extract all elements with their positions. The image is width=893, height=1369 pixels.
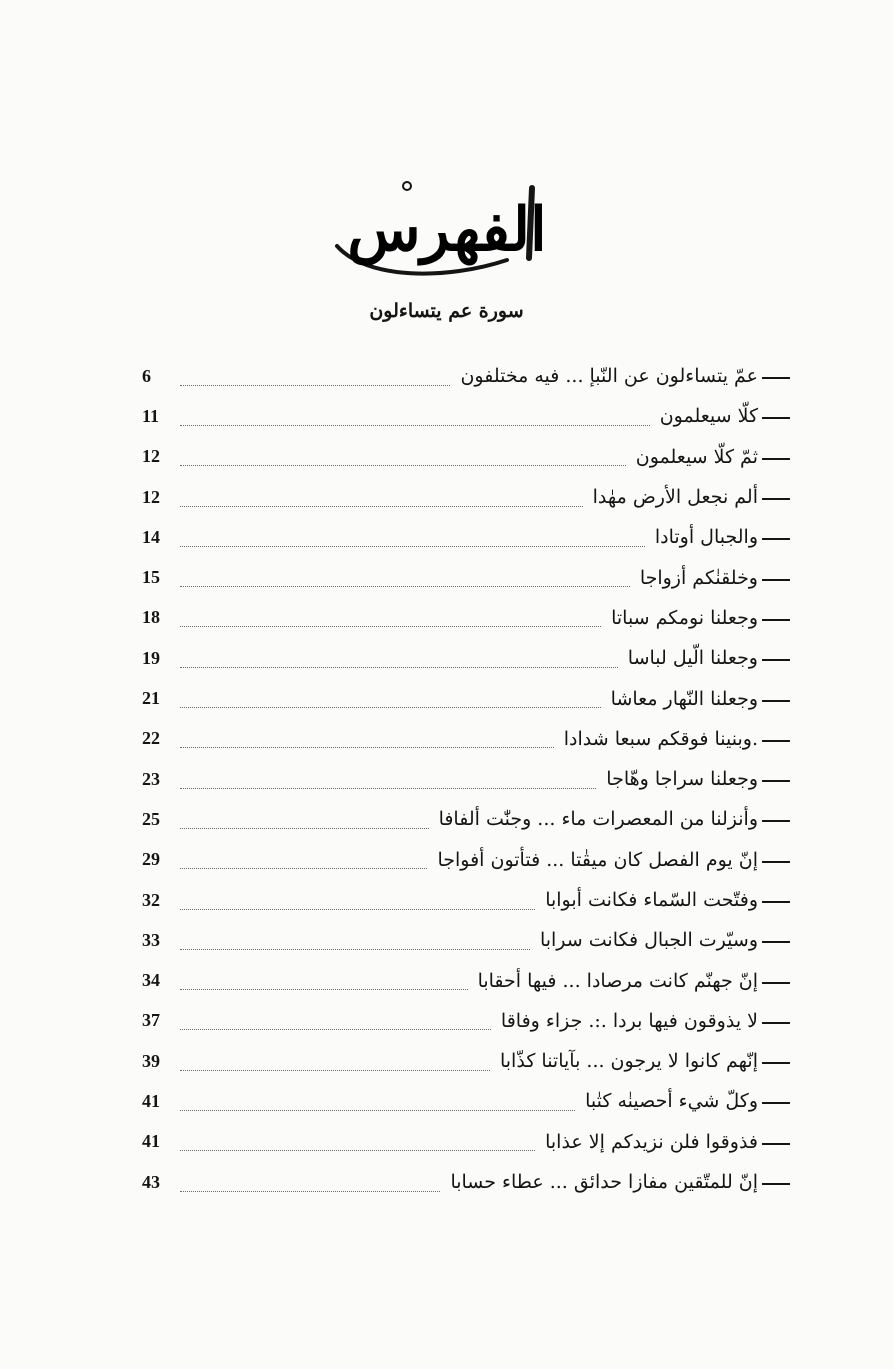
entry-title: وسيّرت الجبال فكانت سرابا [539,929,758,952]
entry-title: وخلقنٰكم أزواجا [639,566,758,589]
toc-entry[interactable] [142,1081,790,1121]
toc-entry[interactable] [142,598,790,638]
entry-title: وجعلنا النّهار معاشا [610,687,758,710]
title-dot [403,182,411,190]
dot-leader [180,1096,575,1111]
calligraphy-title [297,168,597,288]
dot-leader [180,1056,490,1071]
page-title-text: الفهرس [346,195,547,265]
entry-title: عمّ يتساءلون عن النّبإ ... فيه مختلفون [460,365,758,388]
entry-dash [762,820,790,822]
entry-page-number: 23 [142,768,160,789]
entry-title: إنّ جهنّم كانت مرصادا ... فيها أحقابا [477,969,758,992]
toc-entry[interactable] [142,557,790,597]
toc-entry[interactable] [142,840,790,880]
dot-leader [180,653,618,668]
entry-dash [762,1183,790,1185]
toc-entry[interactable] [142,960,790,1000]
dot-leader [180,895,535,910]
toc-entry[interactable] [142,517,790,557]
dot-leader [180,854,427,869]
entry-dash [762,458,790,460]
dot-leader [180,1015,491,1030]
entry-title: إنّ للمتّقين مفازا حدائق ... عطاء حسابا [450,1171,758,1194]
entry-title: إنّهم كانوا لا يرجون ... بآياتنا كذّابا [499,1050,758,1073]
entry-title: وجعلنا الّيل لباسا [627,647,758,670]
entry-dash [762,579,790,581]
dot-leader [180,532,645,547]
entry-page-number: 29 [142,849,160,870]
toc-entry[interactable] [142,396,790,436]
page-title [0,168,893,288]
entry-title: ألم نجعل الأرض مهٰدا [592,486,758,509]
dot-leader [180,572,630,587]
section-title: سورة عم يتساءلون [369,300,524,322]
entry-title: كلّا سيعلمون [659,405,758,428]
dot-leader [180,411,650,426]
entry-page-number: 25 [142,808,160,829]
toc-entry[interactable] [142,1122,790,1162]
entry-title: .وبنينا فوقكم سبعا شدادا [563,727,758,750]
entry-page-number: 41 [142,1090,160,1111]
entry-title: وجعلنا نومكم سباتا [611,606,758,629]
entry-dash [762,780,790,782]
dot-leader [180,774,596,789]
entry-page-number: 43 [142,1171,160,1192]
entry-dash [762,941,790,943]
entry-page-number: 41 [142,1131,160,1152]
entry-title: وأنزلنا من المعصرات ماء ... وجنّٰت ألفافا [438,808,758,831]
toc-entry[interactable] [142,759,790,799]
entry-title: وفتّحت السّماء فكانت أبوابا [545,889,758,911]
entry-page-number: 12 [142,486,160,507]
toc-entry[interactable] [142,799,790,839]
entry-page-number: 34 [142,970,160,991]
entry-title: وجعلنا سراجا وهّاجا [606,768,758,791]
entry-dash [762,1022,790,1024]
toc-entry[interactable] [142,678,790,718]
dot-leader [180,975,468,990]
toc-entry[interactable] [142,1162,790,1202]
entry-dash [762,377,790,379]
entry-page-number: 11 [142,405,160,426]
entry-page-number: 32 [142,889,160,910]
entry-dash [762,498,790,500]
entry-page-number: 22 [142,728,160,749]
entry-dash [762,740,790,742]
entry-page-number: 19 [142,647,160,668]
entry-title: لا يذوقون فيها بردا .:. جزاء وفاقا [500,1009,758,1032]
entry-page-number: 12 [142,446,160,467]
dot-leader [180,935,530,950]
table-of-contents [142,356,790,1202]
dot-leader [180,612,601,627]
entry-dash [762,1143,790,1145]
entry-dash [762,659,790,661]
entry-dash [762,901,790,903]
entry-dash [762,1062,790,1064]
entry-dash [762,538,790,540]
toc-entry[interactable] [142,1041,790,1081]
toc-entry[interactable] [142,1001,790,1041]
entry-page-number: 33 [142,929,160,950]
entry-title: ثمّ كلّا سيعلمون [635,445,758,468]
entry-title: وكلّ شيء أحصينٰه كتٰبا [585,1090,758,1113]
toc-entry[interactable] [142,477,790,517]
dot-leader [180,451,626,466]
dot-leader [180,693,601,708]
dot-leader [180,814,429,829]
entry-page-number: 6 [142,365,151,386]
entry-dash [762,861,790,863]
entry-dash [762,619,790,621]
entry-title: إنّ يوم الفصل كان ميقٰتا ... فتأتون أفواجا [437,848,758,871]
entry-title: والجبال أوتادا [654,526,758,549]
toc-entry[interactable] [142,719,790,759]
entry-title: فذوقوا فلن نزيدكم إلا عذابا [545,1130,758,1153]
entry-dash [762,417,790,419]
toc-entry[interactable] [142,437,790,477]
dot-leader [180,492,583,507]
toc-entry[interactable] [142,638,790,678]
dot-leader [180,371,450,386]
entry-page-number: 39 [142,1050,160,1071]
dot-leader [180,1136,535,1151]
entry-page-number: 18 [142,607,160,628]
entry-page-number: 14 [142,526,160,547]
dot-leader [180,733,554,748]
entry-page-number: 15 [142,567,160,588]
toc-entry[interactable] [142,920,790,960]
entry-dash [762,982,790,984]
dot-leader [180,1177,440,1192]
toc-entry[interactable] [142,880,790,920]
entry-dash [762,1102,790,1104]
entry-page-number: 37 [142,1010,160,1031]
entry-page-number: 21 [142,688,160,709]
entry-dash [762,700,790,702]
toc-entry[interactable] [142,356,790,396]
